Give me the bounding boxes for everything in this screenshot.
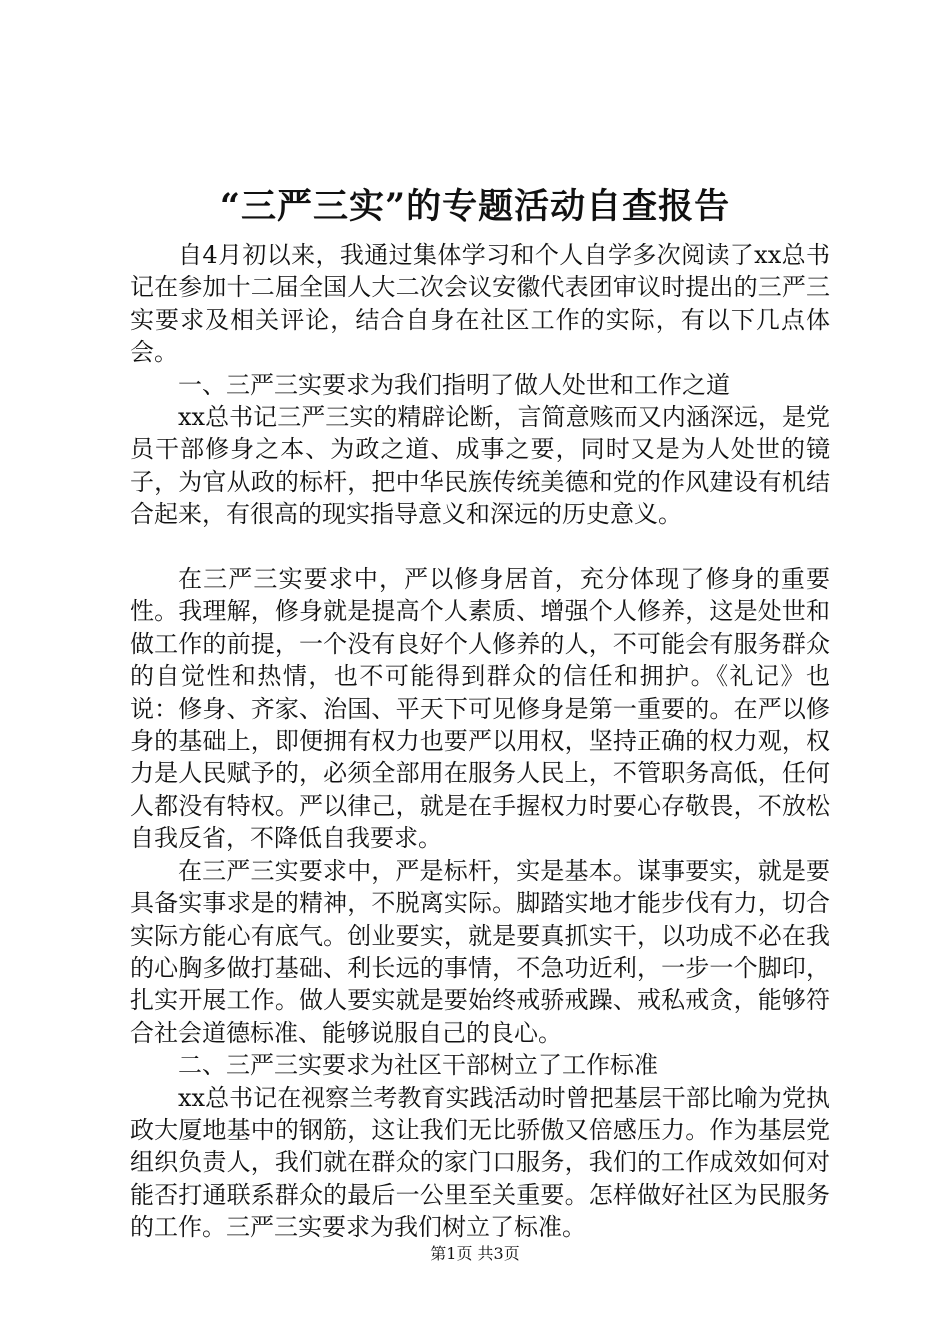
- document-title: “三严三实”的专题活动自查报告: [219, 186, 731, 227]
- paragraph-section2-text: xx总书记在视察兰考教育实践活动时曾把基层干部比喻为党执政大厦地基中的钢筋，这让我们无比骄傲又倍感压力。作为基层党组织负责人，我们就在群众的家门口服务，我们的工作成效如何对能否打通联系群众的最后一公里至关重要。怎样做好社区为民服务的工作。三严三实要求为我们树立了标准。: [130, 1083, 830, 1242]
- paragraph-standard-and-basis: 在三严三实要求中，严是标杆，实是基本。谋事要实，就是要具备实事求是的精神，不脱离实际。脚踏实地才能步伐有力，切合实际方能心有底气。创业要实，就是要真抓实干，以功成不必在我的心胸多做打基础、利长远的事情，不急功近利，一步一个脚印，扎实开展工作。做人要实就是要始终戒骄戒躁、戒私戒贪，能够符合社会道德标准、能够说服自己的良心。: [130, 856, 830, 1047]
- page-footer: 第1页 共3页: [430, 1244, 520, 1263]
- section-heading-1: 一、三严三实要求为我们指明了做人处世和工作之道: [178, 370, 730, 399]
- paragraph-self-cultivation: 在三严三实要求中，严以修身居首，充分体现了修身的重要性。我理解，修身就是提高个人素质、增强个人修养，这是处世和做工作的前提，一个没有良好个人修养的人，不可能会有服务群众的自觉性和热情，也不可能得到群众的信任和拥护。《礼记》也说：修身、齐家、治国、平天下可见修身是第一重要的。在严以修身的基础上，即便拥有权力也要严以用权，坚持正确的权力观，权力是人民赋予的，必须全部用在服务人民上，不管职务高低，任何人都没有特权。严以律己，就是在手握权力时要心存敬畏，不放松自我反省，不降低自我要求。: [130, 565, 830, 853]
- section-heading-2: 二、三严三实要求为社区干部树立了工作标准: [178, 1051, 658, 1080]
- paragraph-intro: 自4月初以来，我通过集体学习和个人自学多次阅读了xx总书记在参加十二届全国人大二次会议安徽代表团审议时提出的三严三实要求及相关评论，结合自身在社区工作的实际，有以下几点体会。: [130, 241, 830, 367]
- paragraph-section1-text: xx总书记三严三实的精辟论断，言简意赅而又内涵深远，是党员干部修身之本、为政之道、成事之要，同时又是为人处世的镜子，为官从政的标杆，把中华民族传统美德和党的作风建设有机结合起来，有很高的现实指导意义和深远的历史意义。: [130, 403, 830, 529]
- document-body: [130, 239, 830, 1244]
